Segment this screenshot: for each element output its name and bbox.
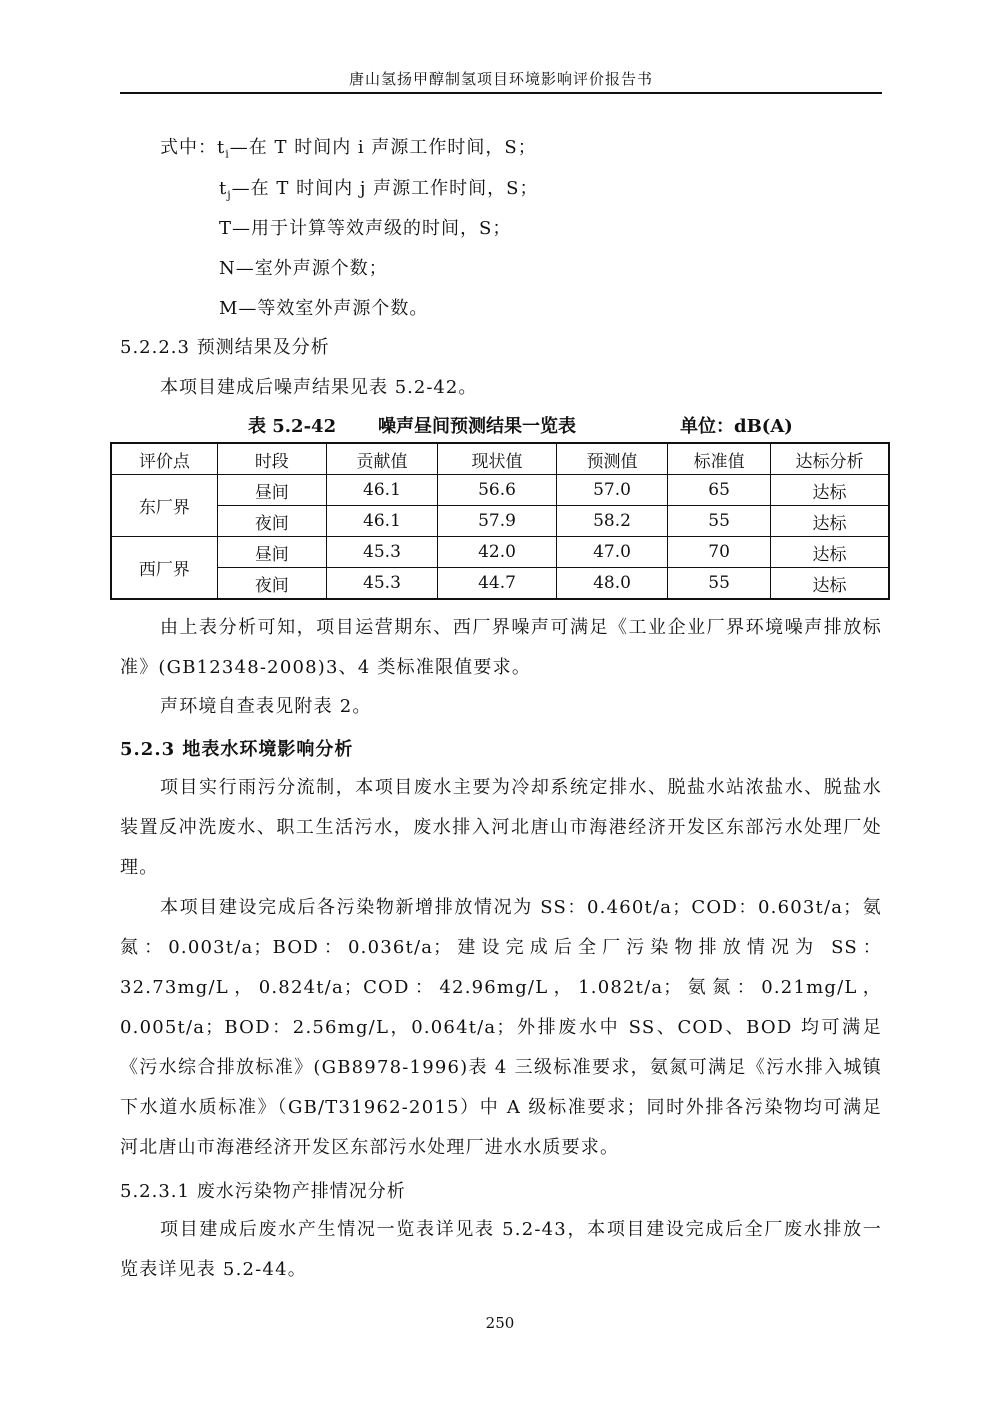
ti-symbol: t xyxy=(217,137,226,158)
predicted-cell: 58.2 xyxy=(556,506,667,537)
current-cell: 56.6 xyxy=(438,475,557,506)
header-cell: 贡献值 xyxy=(326,443,437,475)
self-check-paragraph: 声环境自查表见附表 2。 xyxy=(160,696,372,717)
contrib-cell: 45.3 xyxy=(326,537,437,568)
predicted-cell: 47.0 xyxy=(556,537,667,568)
standard-cell: 65 xyxy=(668,475,771,506)
def-T: T—用于计算等效声级的时间，S； xyxy=(219,218,512,239)
contrib-cell: 46.1 xyxy=(326,475,437,506)
period-cell: 昼间 xyxy=(217,475,326,506)
pollutant-emission-paragraph: 本项目建设完成后各污染物新增排放情况为 SS：0.460t/a；COD：0.603t/a；氨氮：0.003t/a；BOD：0.036t/a；建设完成后全厂污染物排放情况为 SS：32.73mg/L，0.824t/a；COD：42.96mg/L，1.082t/a；氨氮：0.21mg/L，0.005t/a；BOD：2.56mg/L，0.064t/a；外排废水中 SS、COD、BOD 均可满足《污水综合排放标准》(GB8978-1996)表 4 三级标准要求，氨氮可满足《污水排入城镇下水道水质标准》（GB/T31962-2015）中 A 级标准要求；同时外排各污染物均可满足河北唐山市海港经济开发区东部污水处理厂进水水质要求。 xyxy=(120,897,882,1158)
current-cell: 57.9 xyxy=(438,506,557,537)
header-cell: 预测值 xyxy=(556,443,667,475)
ti-text: —在 T 时间内 i 声源工作时间，S； xyxy=(229,137,537,158)
point-cell: 东厂界 xyxy=(111,475,217,537)
contrib-cell: 46.1 xyxy=(326,506,437,537)
standard-cell: 70 xyxy=(668,537,771,568)
wastewater-paragraph: 项目实行雨污分流制，本项目废水主要为冷却系统定排水、脱盐水站浓盐水、脱盐水装置反冲洗废水、职工生活污水，废水排入河北唐山市海港经济开发区东部污水处理厂处理。 xyxy=(120,777,882,878)
header-rule xyxy=(120,92,882,94)
table-header-row xyxy=(111,443,889,475)
table-row xyxy=(111,537,889,568)
period-cell: 昼间 xyxy=(217,537,326,568)
point-cell: 西厂界 xyxy=(111,537,217,600)
tj-subscript: j xyxy=(227,188,232,202)
ti-subscript: i xyxy=(225,147,230,161)
period-cell: 夜间 xyxy=(217,568,326,600)
def-tj xyxy=(219,174,538,202)
header-cell: 达标分析 xyxy=(770,443,889,475)
table-reference-paragraph: 项目建成后废水产生情况一览表详见表 5.2-43，本项目建设完成后全厂废水排放一览表详见表 5.2-44。 xyxy=(120,1219,882,1280)
header-cell: 现状值 xyxy=(438,443,557,475)
table-row xyxy=(111,568,889,600)
result-cell: 达标 xyxy=(770,537,889,568)
tj-text: —在 T 时间内 j 声源工作时间，S； xyxy=(231,178,539,199)
analysis-paragraph: 由上表分析可知，项目运营期东、西厂界噪声可满足《工业企业厂界环境噪声排放标准》(GB12348-2008)3、4 类标准限值要求。 xyxy=(120,617,882,678)
table-caption-title: 噪声昼间预测结果一览表 xyxy=(378,416,576,437)
page-number: 250 xyxy=(485,1314,515,1332)
contrib-cell: 45.3 xyxy=(326,568,437,600)
standard-cell: 55 xyxy=(668,506,771,537)
def-M: M—等效室外声源个数。 xyxy=(219,298,429,319)
def-ti xyxy=(160,133,537,161)
table-caption-unit: 单位：dB(A) xyxy=(680,416,793,437)
heading-5-2-3: 5.2.3 地表水环境影响分析 xyxy=(120,739,354,760)
tj-symbol: t xyxy=(219,178,228,199)
header-cell: 时段 xyxy=(217,443,326,475)
period-cell: 夜间 xyxy=(217,506,326,537)
result-cell: 达标 xyxy=(770,506,889,537)
table-row xyxy=(111,475,889,506)
def-N: N—室外声源个数； xyxy=(219,258,388,279)
table-caption-number: 表 5.2-42 xyxy=(248,416,337,437)
result-cell: 达标 xyxy=(770,568,889,600)
table-intro-text: 本项目建成后噪声结果见表 5.2-42。 xyxy=(160,377,478,398)
noise-prediction-table xyxy=(110,442,890,600)
predicted-cell: 57.0 xyxy=(556,475,667,506)
current-cell: 42.0 xyxy=(438,537,557,568)
predicted-cell: 48.0 xyxy=(556,568,667,600)
heading-5-2-3-1: 5.2.3.1 废水污染物产排情况分析 xyxy=(120,1181,406,1202)
header-cell: 评价点 xyxy=(111,443,217,475)
standard-cell: 55 xyxy=(668,568,771,600)
def-intro: 式中： xyxy=(160,137,217,158)
heading-5-2-2-3: 5.2.2.3 预测结果及分析 xyxy=(120,337,330,358)
result-cell: 达标 xyxy=(770,475,889,506)
current-cell: 44.7 xyxy=(438,568,557,600)
table-row xyxy=(111,506,889,537)
header-cell: 标准值 xyxy=(668,443,771,475)
header-title: 唐山氢扬甲醇制氢项目环境影响评价报告书 xyxy=(348,70,653,88)
